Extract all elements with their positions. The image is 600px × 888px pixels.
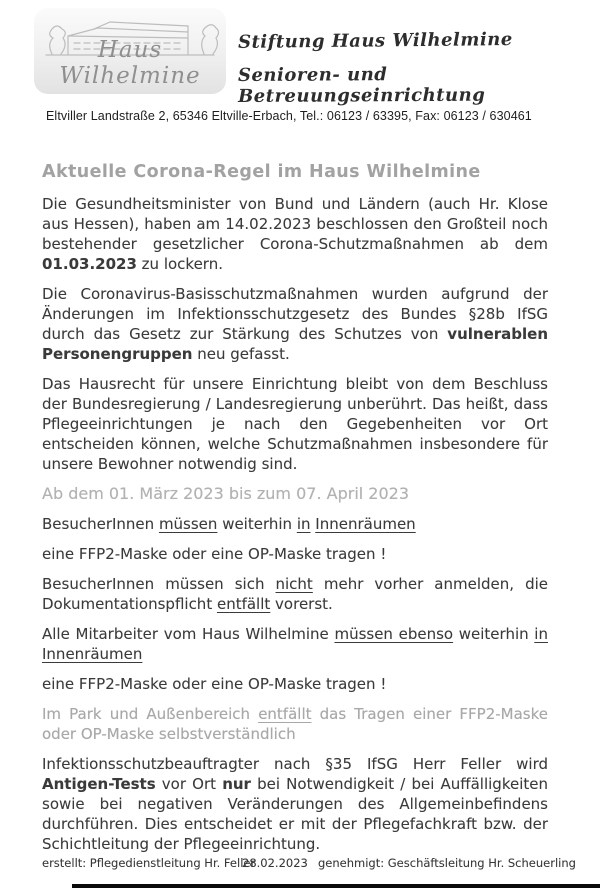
text-segment: eine FFP2-Maske oder eine OP-Maske tragen ! <box>42 545 387 563</box>
text-segment: zu lockern. <box>136 255 223 273</box>
paragraph <box>42 484 548 504</box>
text-segment: Ab dem 01. März 2023 bis zum 07. April 2023 <box>42 484 410 503</box>
text-segment: müssen <box>158 515 218 533</box>
paragraph <box>42 194 548 274</box>
text-segment: weiterhin <box>217 515 297 533</box>
text-segment: weiterhin <box>453 625 535 643</box>
text-segment: müssen ebenso <box>334 625 454 643</box>
paragraph <box>42 674 548 694</box>
text-segment: bei Notwendigkeit / bei Auffälligkeiten sowie bei negativen Veränderungen des Allgemeinbefindens durchführen. Dies entscheidet er mit der Pflegefachkraft bzw. der Schichtleitung der Pflegeeinrichtung. <box>42 775 548 853</box>
approved-by-label: genehmigt: Geschäftsleitung Hr. Scheuerling <box>318 856 576 870</box>
text-segment: neu gefasst. <box>192 345 290 363</box>
text-segment: Infektionsschutzbeauftragter nach §35 IfSG Herr Feller wird <box>42 755 548 773</box>
text-segment: Alle Mitarbeiter vom Haus Wilhelmine <box>42 625 335 643</box>
document-main <box>0 123 600 854</box>
org-subtitle: Senioren- und Betreuungseinrichtung <box>237 64 486 107</box>
text-segment: Die Gesundheitsminister von Bund und Ländern (auch Hr. Klose aus Hessen), haben am 14.02.2023 beschlossen den Großteil noch bestehender gesetzlicher Corona-Schutzmaßnahmen ab dem <box>42 195 548 253</box>
document-title: Aktuelle Corona-Regel im Haus Wilhelmine <box>42 162 481 182</box>
text-segment: vor Ort <box>155 775 223 793</box>
letterhead <box>0 0 600 106</box>
document-body <box>42 194 548 854</box>
scan-artifact-line <box>72 884 600 888</box>
text-segment: in Innenräumen <box>42 625 548 663</box>
text-segment: nur <box>222 775 251 793</box>
paragraph <box>42 544 548 564</box>
paragraph <box>42 374 548 474</box>
text-segment: BesucherInnen <box>42 515 159 533</box>
text-segment: Innenräumen <box>315 515 416 533</box>
text-segment: das Tragen einer FFP2-Maske oder OP-Maske selbstverständlich <box>42 705 548 743</box>
text-segment: entfällt <box>216 595 271 613</box>
org-titles <box>226 8 600 106</box>
text-segment: Das Hausrecht für unsere Einrichtung bleibt von dem Beschluss der Bundesregierung / Landesregierung unberührt. Das heißt, dass Pflegeeinrichtungen je nach den Gegebenheiten vor Ort entscheiden können, welche Schutzmaßnahmen insbesondere für unsere Bewohner notwendig sind. <box>42 375 548 473</box>
text-segment: nicht <box>275 575 313 593</box>
facility-logo <box>34 8 226 94</box>
text-segment: in <box>296 515 311 533</box>
created-by-label: erstellt: Pflegedienstleitung Hr. Feller <box>42 856 256 870</box>
paragraph <box>42 284 548 364</box>
text-segment: Die Coronavirus-Basisschutzmaßnahmen wurden aufgrund der Änderungen im Infektionsschutzgesetz des Bundes §28b IfSG durch das Gesetz zur Stärkung des Schutzes von <box>42 285 548 343</box>
text-segment: BesucherInnen müssen sich <box>42 575 276 593</box>
text-segment: Im Park und Außenbereich <box>42 705 259 723</box>
org-name: Stiftung Haus Wilhelmine <box>237 29 513 53</box>
paragraph <box>42 514 548 534</box>
footer-date: 28.02.2023 <box>242 856 308 870</box>
address-line: Eltviller Landstraße 2, 65346 Eltville-Erbach, Tel.: 06123 / 63395, Fax: 06123 / 630461 <box>46 109 532 123</box>
paragraph <box>42 624 548 664</box>
paragraph <box>42 574 548 614</box>
text-segment: 01.03.2023 <box>42 255 137 273</box>
paragraph <box>42 754 548 854</box>
text-segment: vorerst. <box>270 595 333 613</box>
approval-footer <box>42 856 580 870</box>
text-segment: mehr vorher anmelden, die Dokumentationspflicht <box>42 575 548 613</box>
text-segment: Antigen-Tests <box>42 775 156 793</box>
text-segment: entfällt <box>258 705 312 723</box>
logo-script-text: Haus Wilhelmine <box>59 37 201 89</box>
text-segment: eine FFP2-Maske oder eine OP-Maske tragen ! <box>42 675 387 693</box>
paragraph <box>42 704 548 744</box>
text-segment: vulnerablen Personengruppen <box>42 325 548 363</box>
